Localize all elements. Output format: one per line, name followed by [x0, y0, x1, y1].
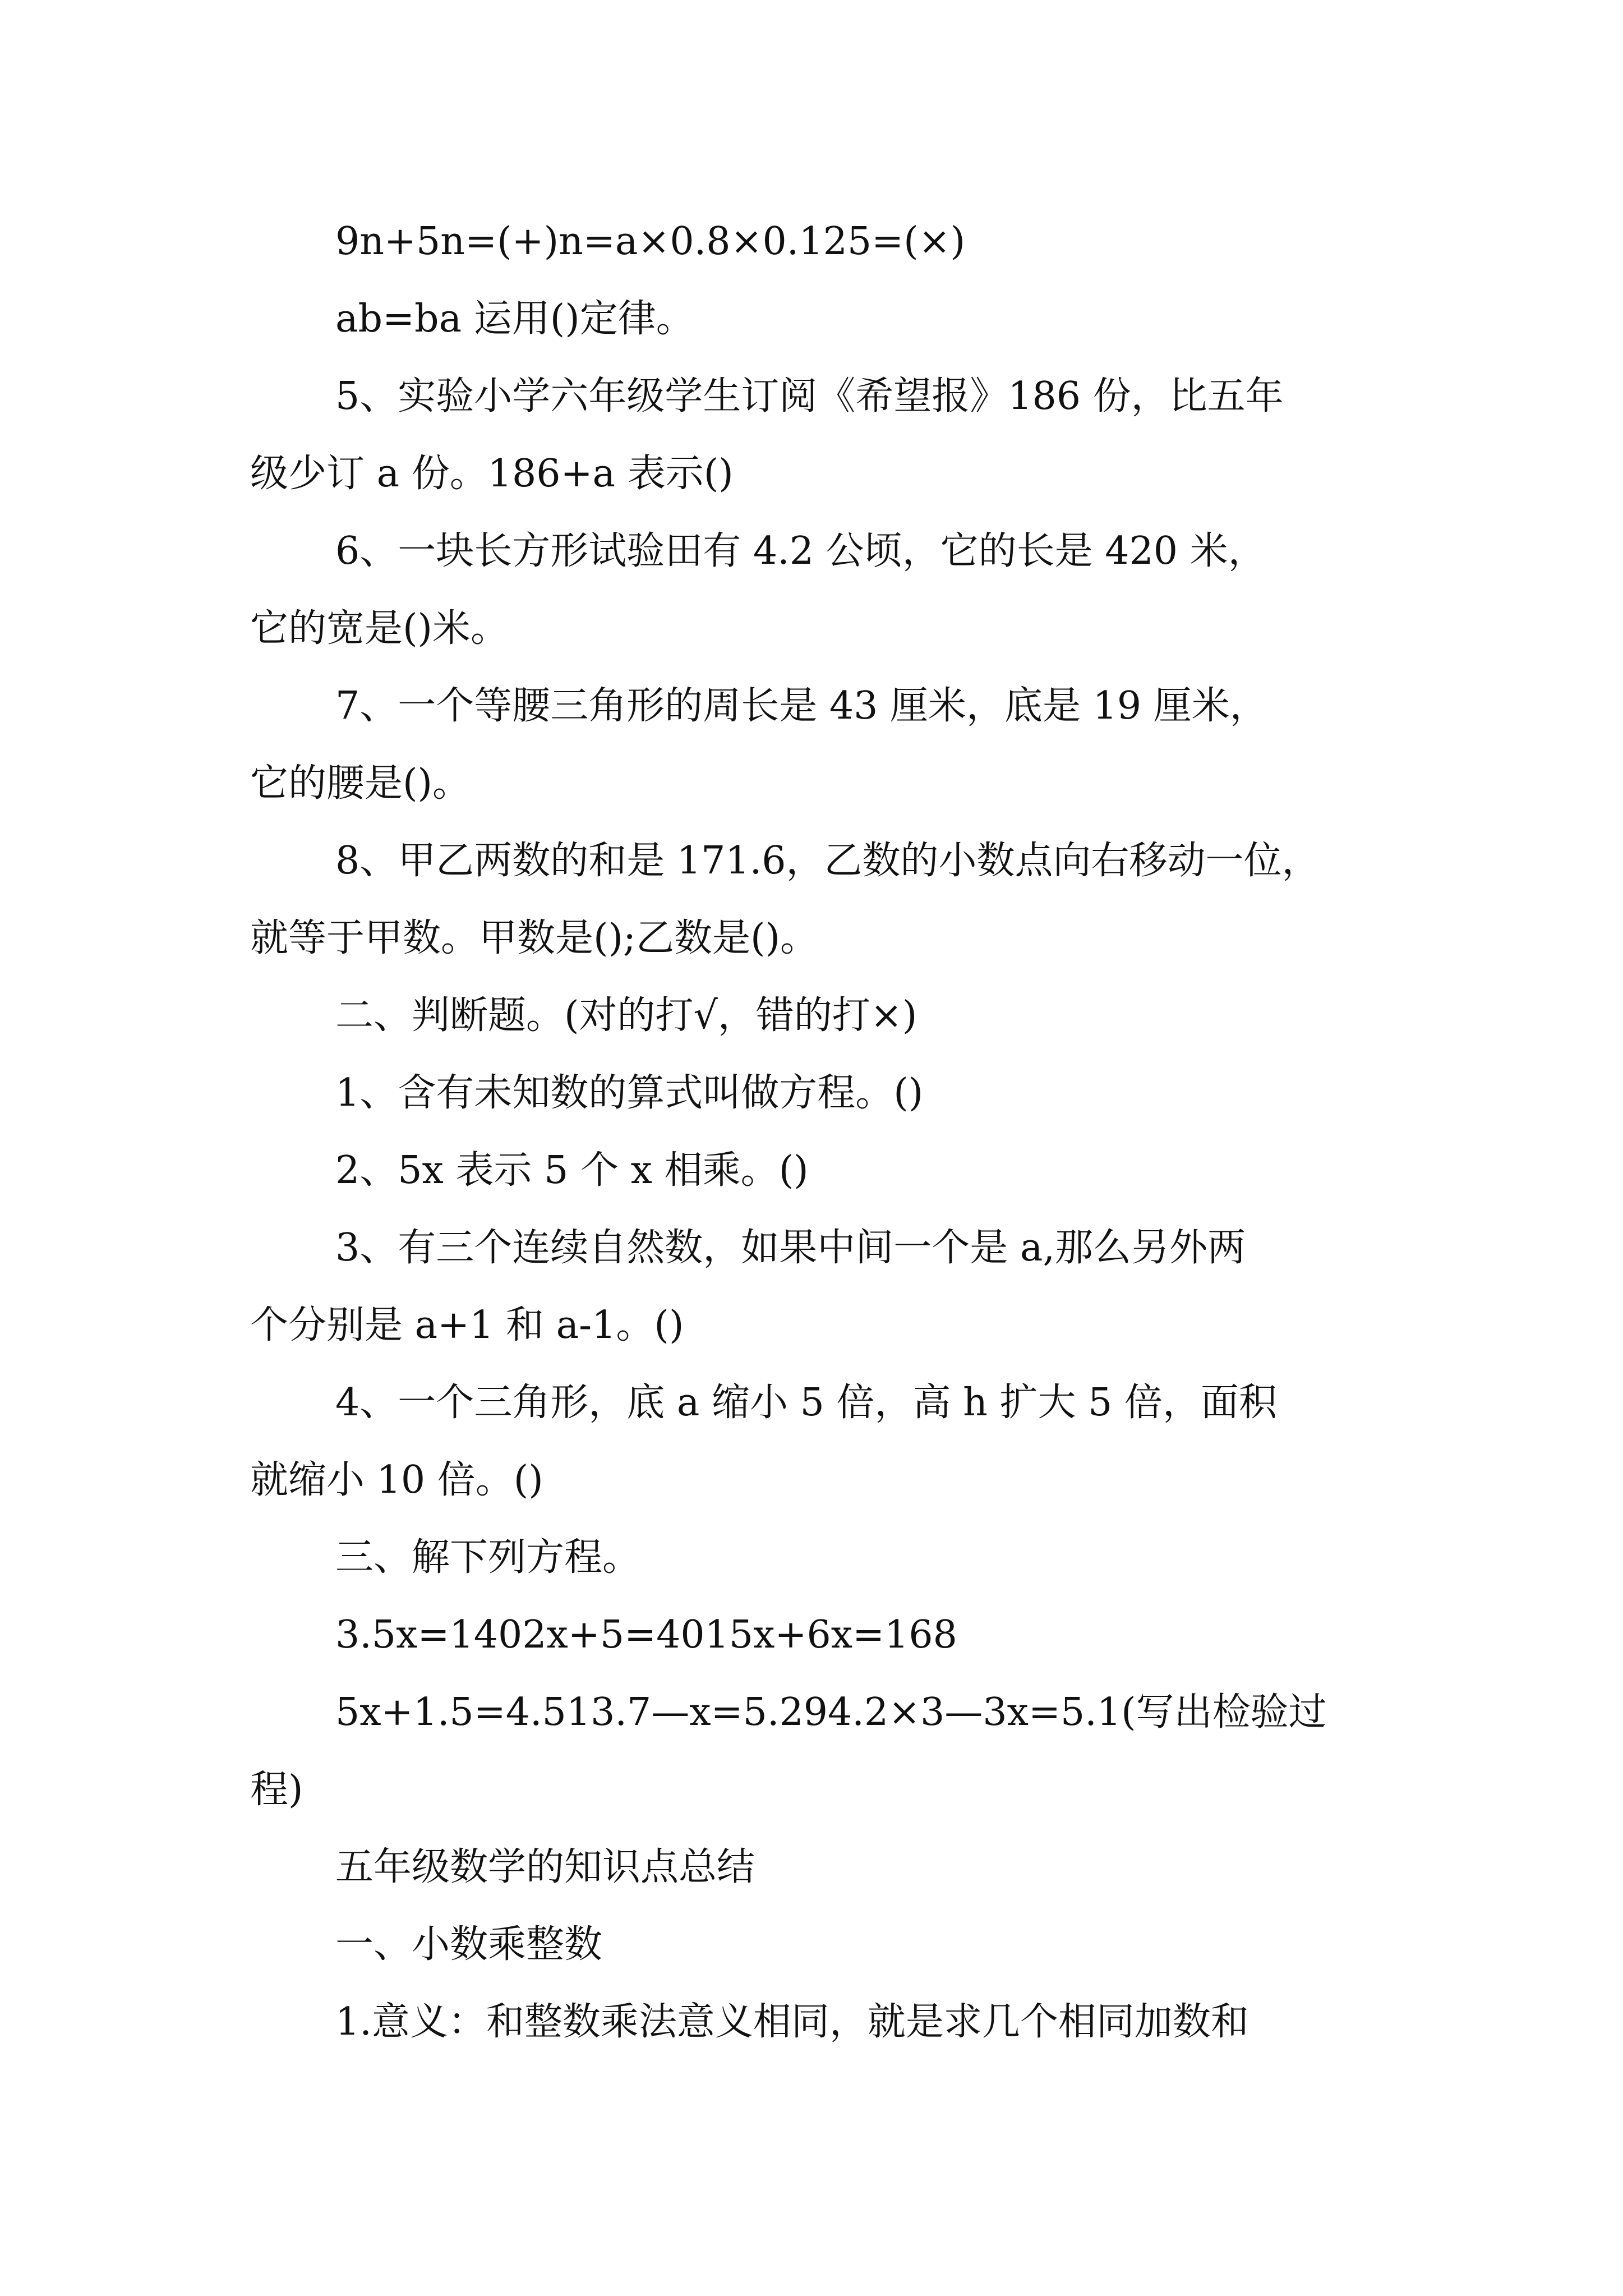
text-line: 就等于甲数。甲数是();乙数是()。	[250, 916, 819, 960]
text-line: 3、有三个连续自然数，如果中间一个是 a,那么另外两	[335, 1226, 1246, 1270]
section-heading: 五年级数学的知识点总结	[335, 1845, 755, 1889]
text-line: 9n+5n=(+)n=a×0.8×0.125=(×)	[335, 219, 966, 264]
text-line: 5、实验小学六年级学生订阅《希望报》186 份，比五年	[335, 374, 1284, 418]
section-heading: 二、判断题。(对的打√，错的打×)	[335, 993, 917, 1038]
text-line: 3.5x=1402x+5=4015x+6x=168	[335, 1613, 957, 1657]
text-line: 就缩小 10 倍。()	[250, 1458, 543, 1502]
text-line: 个分别是 a+1 和 a-1。()	[250, 1303, 684, 1347]
text-line: 它的腰是()。	[250, 761, 471, 806]
text-line: 6、一块长方形试验田有 4.2 公顷，它的长是 420 米，	[335, 529, 1266, 573]
text-line: 7、一个等腰三角形的周长是 43 厘米，底是 19 厘米，	[335, 684, 1268, 728]
section-heading: 三、解下列方程。	[335, 1535, 641, 1580]
text-line: 1、含有未知数的算式叫做方程。()	[335, 1071, 924, 1115]
text-line: 8、甲乙两数的和是 171.6，乙数的小数点向右移动一位，	[335, 839, 1320, 883]
text-line: 级少订 a 份。186+a 表示()	[250, 452, 734, 496]
section-heading: 一、小数乘整数	[335, 1922, 603, 1967]
text-line: 程)	[250, 1768, 303, 1812]
text-line: 它的宽是()米。	[250, 606, 509, 651]
text-line: 4、一个三角形，底 a 缩小 5 倍，高 h 扩大 5 倍，面积	[335, 1381, 1278, 1425]
text-line: 1.意义：和整数乘法意义相同，就是求几个相同加数和	[335, 2000, 1249, 2044]
text-line: 2、5x 表示 5 个 x 相乘。()	[335, 1148, 809, 1193]
text-line: ab=ba 运用()定律。	[335, 297, 694, 341]
text-line: 5x+1.5=4.513.7—x=5.294.2×3—3x=5.1(写出检验过	[335, 1690, 1327, 1734]
